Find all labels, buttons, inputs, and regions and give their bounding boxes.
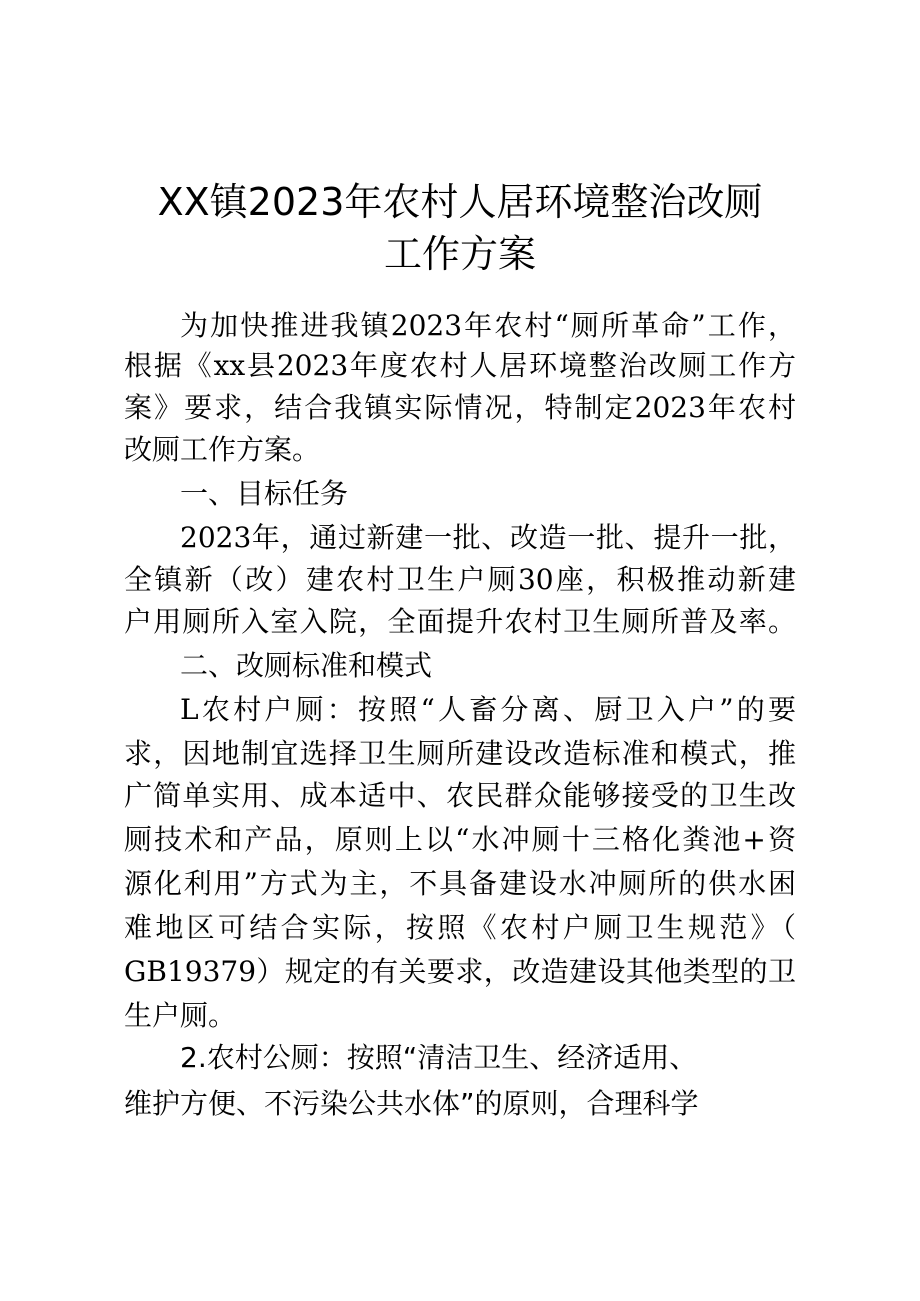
section-heading-standards: 二、改厕标准和模式 [180,649,433,682]
intro-paragraph-line: 案》要求，结合我镇实际情况，特制定2023年农村 [124,391,796,424]
standards-paragraph-line: 广简单实用、成本适中、农民群众能够接受的卫生改 [124,779,796,812]
goals-paragraph-line: 全镇新（改）建农村卫生户厕30座，积极推动新建 [124,563,796,596]
document-title-line-2: 工作方案 [383,232,536,276]
intro-paragraph-line: 为加快推进我镇2023年农村“厕所革命”工作， [180,309,796,342]
document-title-line-1: XX镇2023年农村人居环境整治改厕 [157,180,763,224]
standards-paragraph-line: 厕技术和产品，原则上以“水冲厕十三格化粪池+资 [124,823,796,856]
section-heading-goals: 一、目标任务 [180,477,349,510]
standards-paragraph-line: L农村户厕：按照“人畜分离、厨卫入户”的要 [180,693,796,726]
goals-paragraph-line: 2023年，通过新建一批、改造一批、提升一批， [180,521,796,554]
public-toilet-paragraph-line: 2.农村公厕：按照“清洁卫生、经济适用、 [180,1041,698,1074]
standards-paragraph-line: GB19379）规定的有关要求，改造建设其他类型的卫 [124,955,796,988]
standards-paragraph-line: 生户厕。 [124,999,237,1032]
intro-paragraph-line: 根据《xx县2023年度农村人居环境整治改厕工作方 [124,349,796,382]
intro-paragraph-line: 改厕工作方案。 [124,433,321,466]
standards-paragraph-line: 源化利用”方式为主，不具备建设水冲厕所的供水困 [124,867,796,900]
standards-paragraph-line: 求，因地制宜选择卫生厕所建设改造标准和模式，推 [124,737,796,770]
goals-paragraph-line: 户用厕所入室入院，全面提升农村卫生厕所普及率。 [124,605,796,638]
public-toilet-paragraph-line: 维护方便、不污染公共水体”的原则，合理科学 [124,1087,699,1120]
standards-paragraph-line: 难地区可结合实际，按照《农村户厕卫生规范》（ [124,911,796,944]
